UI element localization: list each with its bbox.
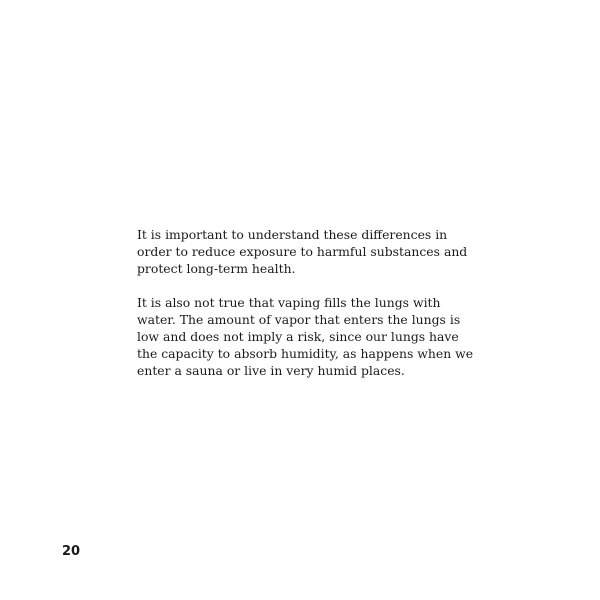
paragraph-2-line-2: water. The amount of vapor that enters the lungs is <box>137 312 461 327</box>
paragraph-2-line-1: It is also not true that vaping fills the lungs with <box>137 295 441 310</box>
paragraph-1 <box>137 226 477 277</box>
page-number: 20 <box>62 544 81 559</box>
paragraph-1-line-2: order to reduce exposure to harmful substances and <box>137 244 468 259</box>
paragraph-2-line-4: the capacity to absorb humidity, as happens when we <box>137 346 474 361</box>
paragraph-2 <box>137 294 477 379</box>
paragraph-2-line-3: low and does not imply a risk, since our lungs have <box>137 329 459 344</box>
body-text <box>137 226 477 379</box>
paragraph-1-line-1: It is important to understand these differences in <box>137 227 448 242</box>
paragraph-2-line-5: enter a sauna or live in very humid places. <box>137 363 405 378</box>
paragraph-1-line-3: protect long-term health. <box>137 261 296 276</box>
